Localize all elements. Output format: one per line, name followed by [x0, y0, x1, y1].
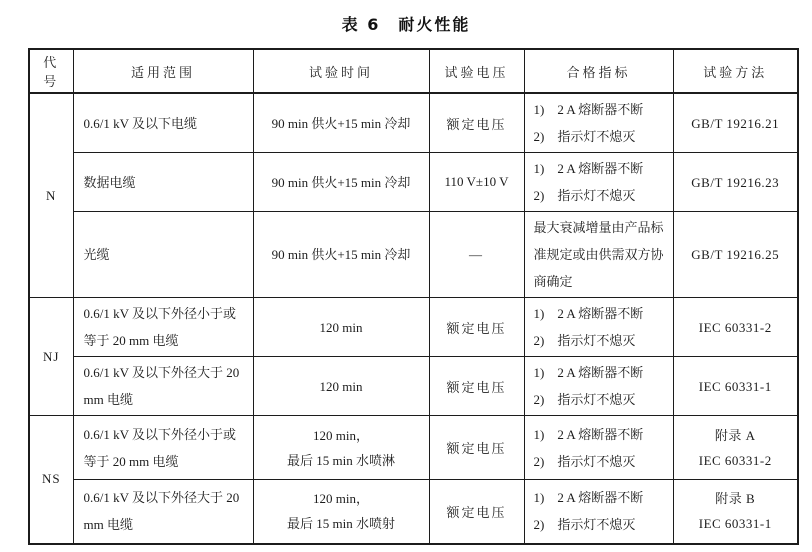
- time-line: 120 min，: [313, 491, 369, 507]
- scope-cell: 0.6/1 kV 及以下外径小于或等于 20 mm 电缆: [73, 298, 253, 357]
- header-cell-scope: 适用范围: [73, 49, 253, 93]
- criteria-cell: [524, 298, 673, 357]
- fire-performance-table: [28, 48, 799, 545]
- criteria-cell: [524, 212, 673, 298]
- method-cell: [673, 298, 798, 357]
- table-row: [29, 357, 798, 416]
- voltage-cell: 额定电压: [429, 298, 524, 357]
- time-cell: [253, 153, 429, 212]
- criteria-line: 1) 2 A 熔断器不断: [533, 161, 644, 176]
- time-line: 90 min 供火+15 min 冷却: [271, 174, 411, 190]
- time-line: 120 min: [319, 319, 363, 335]
- group-code-cell-nj: NJ: [29, 298, 73, 416]
- time-line: 120 min，: [313, 427, 369, 443]
- time-cell: [253, 212, 429, 298]
- criteria-line: 2) 指示灯不熄灭: [533, 453, 636, 469]
- criteria-line: 2) 指示灯不熄灭: [533, 129, 636, 144]
- voltage-cell: 额定电压: [429, 480, 524, 544]
- scope-cell: 0.6/1 kV 及以下外径大于 20 mm 电缆: [73, 357, 253, 416]
- table-row: [29, 416, 798, 480]
- method-cell: [673, 416, 798, 480]
- group-code-cell-ns: NS: [29, 416, 73, 544]
- voltage-cell: 额定电压: [429, 416, 524, 480]
- time-line: 最后 15 min 水喷射: [287, 516, 395, 532]
- criteria-cell: [524, 93, 673, 153]
- voltage-cell: 110 V±10 V: [429, 153, 524, 212]
- time-line: 最后 15 min 水喷淋: [287, 452, 395, 468]
- voltage-cell: 额定电压: [429, 357, 524, 416]
- time-line: 90 min 供火+15 min 冷却: [271, 247, 411, 262]
- header-cell-time: 试验时间: [253, 49, 429, 93]
- method-line: 附录 B: [715, 491, 756, 507]
- method-line: IEC 60331-1: [698, 516, 772, 532]
- time-cell: [253, 93, 429, 153]
- criteria-line: 1) 2 A 熔断器不断: [533, 490, 644, 506]
- method-line: IEC 60331-2: [698, 452, 772, 468]
- time-line: 120 min: [319, 378, 363, 394]
- method-line: GB/T 19216.23: [691, 174, 780, 190]
- scope-cell: 0.6/1 kV 及以下外径大于 20 mm 电缆: [73, 480, 253, 544]
- group-code-cell-n: N: [29, 93, 73, 298]
- scope-cell: 光缆: [73, 212, 253, 298]
- scope-cell: 0.6/1 kV 及以下外径小于或等于 20 mm 电缆: [73, 416, 253, 480]
- header-row: [29, 49, 798, 93]
- method-cell: [673, 357, 798, 416]
- criteria-cell: [524, 480, 673, 544]
- header-cell-method: 试验方法: [673, 49, 798, 93]
- method-cell: [673, 93, 798, 153]
- criteria-line: 2) 指示灯不熄灭: [533, 392, 636, 407]
- table-row: [29, 480, 798, 544]
- method-cell: [673, 212, 798, 298]
- criteria-line: 1) 2 A 熔断器不断: [533, 306, 644, 321]
- method-line: GB/T 19216.25: [691, 247, 780, 262]
- criteria-line: 最大衰减增量由产品标准规定或由供需双方协商确定: [533, 220, 664, 289]
- header-cell-code: 代号: [29, 49, 73, 93]
- scope-cell: 0.6/1 kV 及以下电缆: [73, 93, 253, 153]
- method-line: IEC 60331-1: [698, 378, 772, 394]
- header-cell-voltage: 试验电压: [429, 49, 524, 93]
- criteria-cell: [524, 153, 673, 212]
- table-row: [29, 93, 798, 153]
- time-cell: [253, 298, 429, 357]
- criteria-line: 2) 指示灯不熄灭: [533, 188, 636, 203]
- time-cell: [253, 416, 429, 480]
- table-row: [29, 298, 798, 357]
- criteria-cell: [524, 357, 673, 416]
- header-cell-criteria: 合格指标: [524, 49, 673, 93]
- criteria-line: 1) 2 A 熔断器不断: [533, 426, 644, 442]
- criteria-line: 2) 指示灯不熄灭: [533, 517, 636, 533]
- table-row: [29, 153, 798, 212]
- time-cell: [253, 357, 429, 416]
- table-row: [29, 212, 798, 298]
- criteria-cell: [524, 416, 673, 480]
- method-line: GB/T 19216.21: [691, 115, 780, 131]
- method-cell: [673, 480, 798, 544]
- criteria-line: 2) 指示灯不熄灭: [533, 333, 636, 348]
- page-title: 表 6 耐火性能: [341, 15, 471, 34]
- voltage-cell: 额定电压: [429, 93, 524, 153]
- method-line: 附录 A: [714, 427, 756, 443]
- scope-cell: 数据电缆: [73, 153, 253, 212]
- voltage-cell: —: [429, 212, 524, 298]
- time-line: 90 min 供火+15 min 冷却: [271, 115, 411, 131]
- method-line: IEC 60331-2: [698, 319, 772, 335]
- time-cell: [253, 480, 429, 544]
- criteria-line: 1) 2 A 熔断器不断: [533, 102, 644, 117]
- method-cell: [673, 153, 798, 212]
- criteria-line: 1) 2 A 熔断器不断: [533, 365, 644, 380]
